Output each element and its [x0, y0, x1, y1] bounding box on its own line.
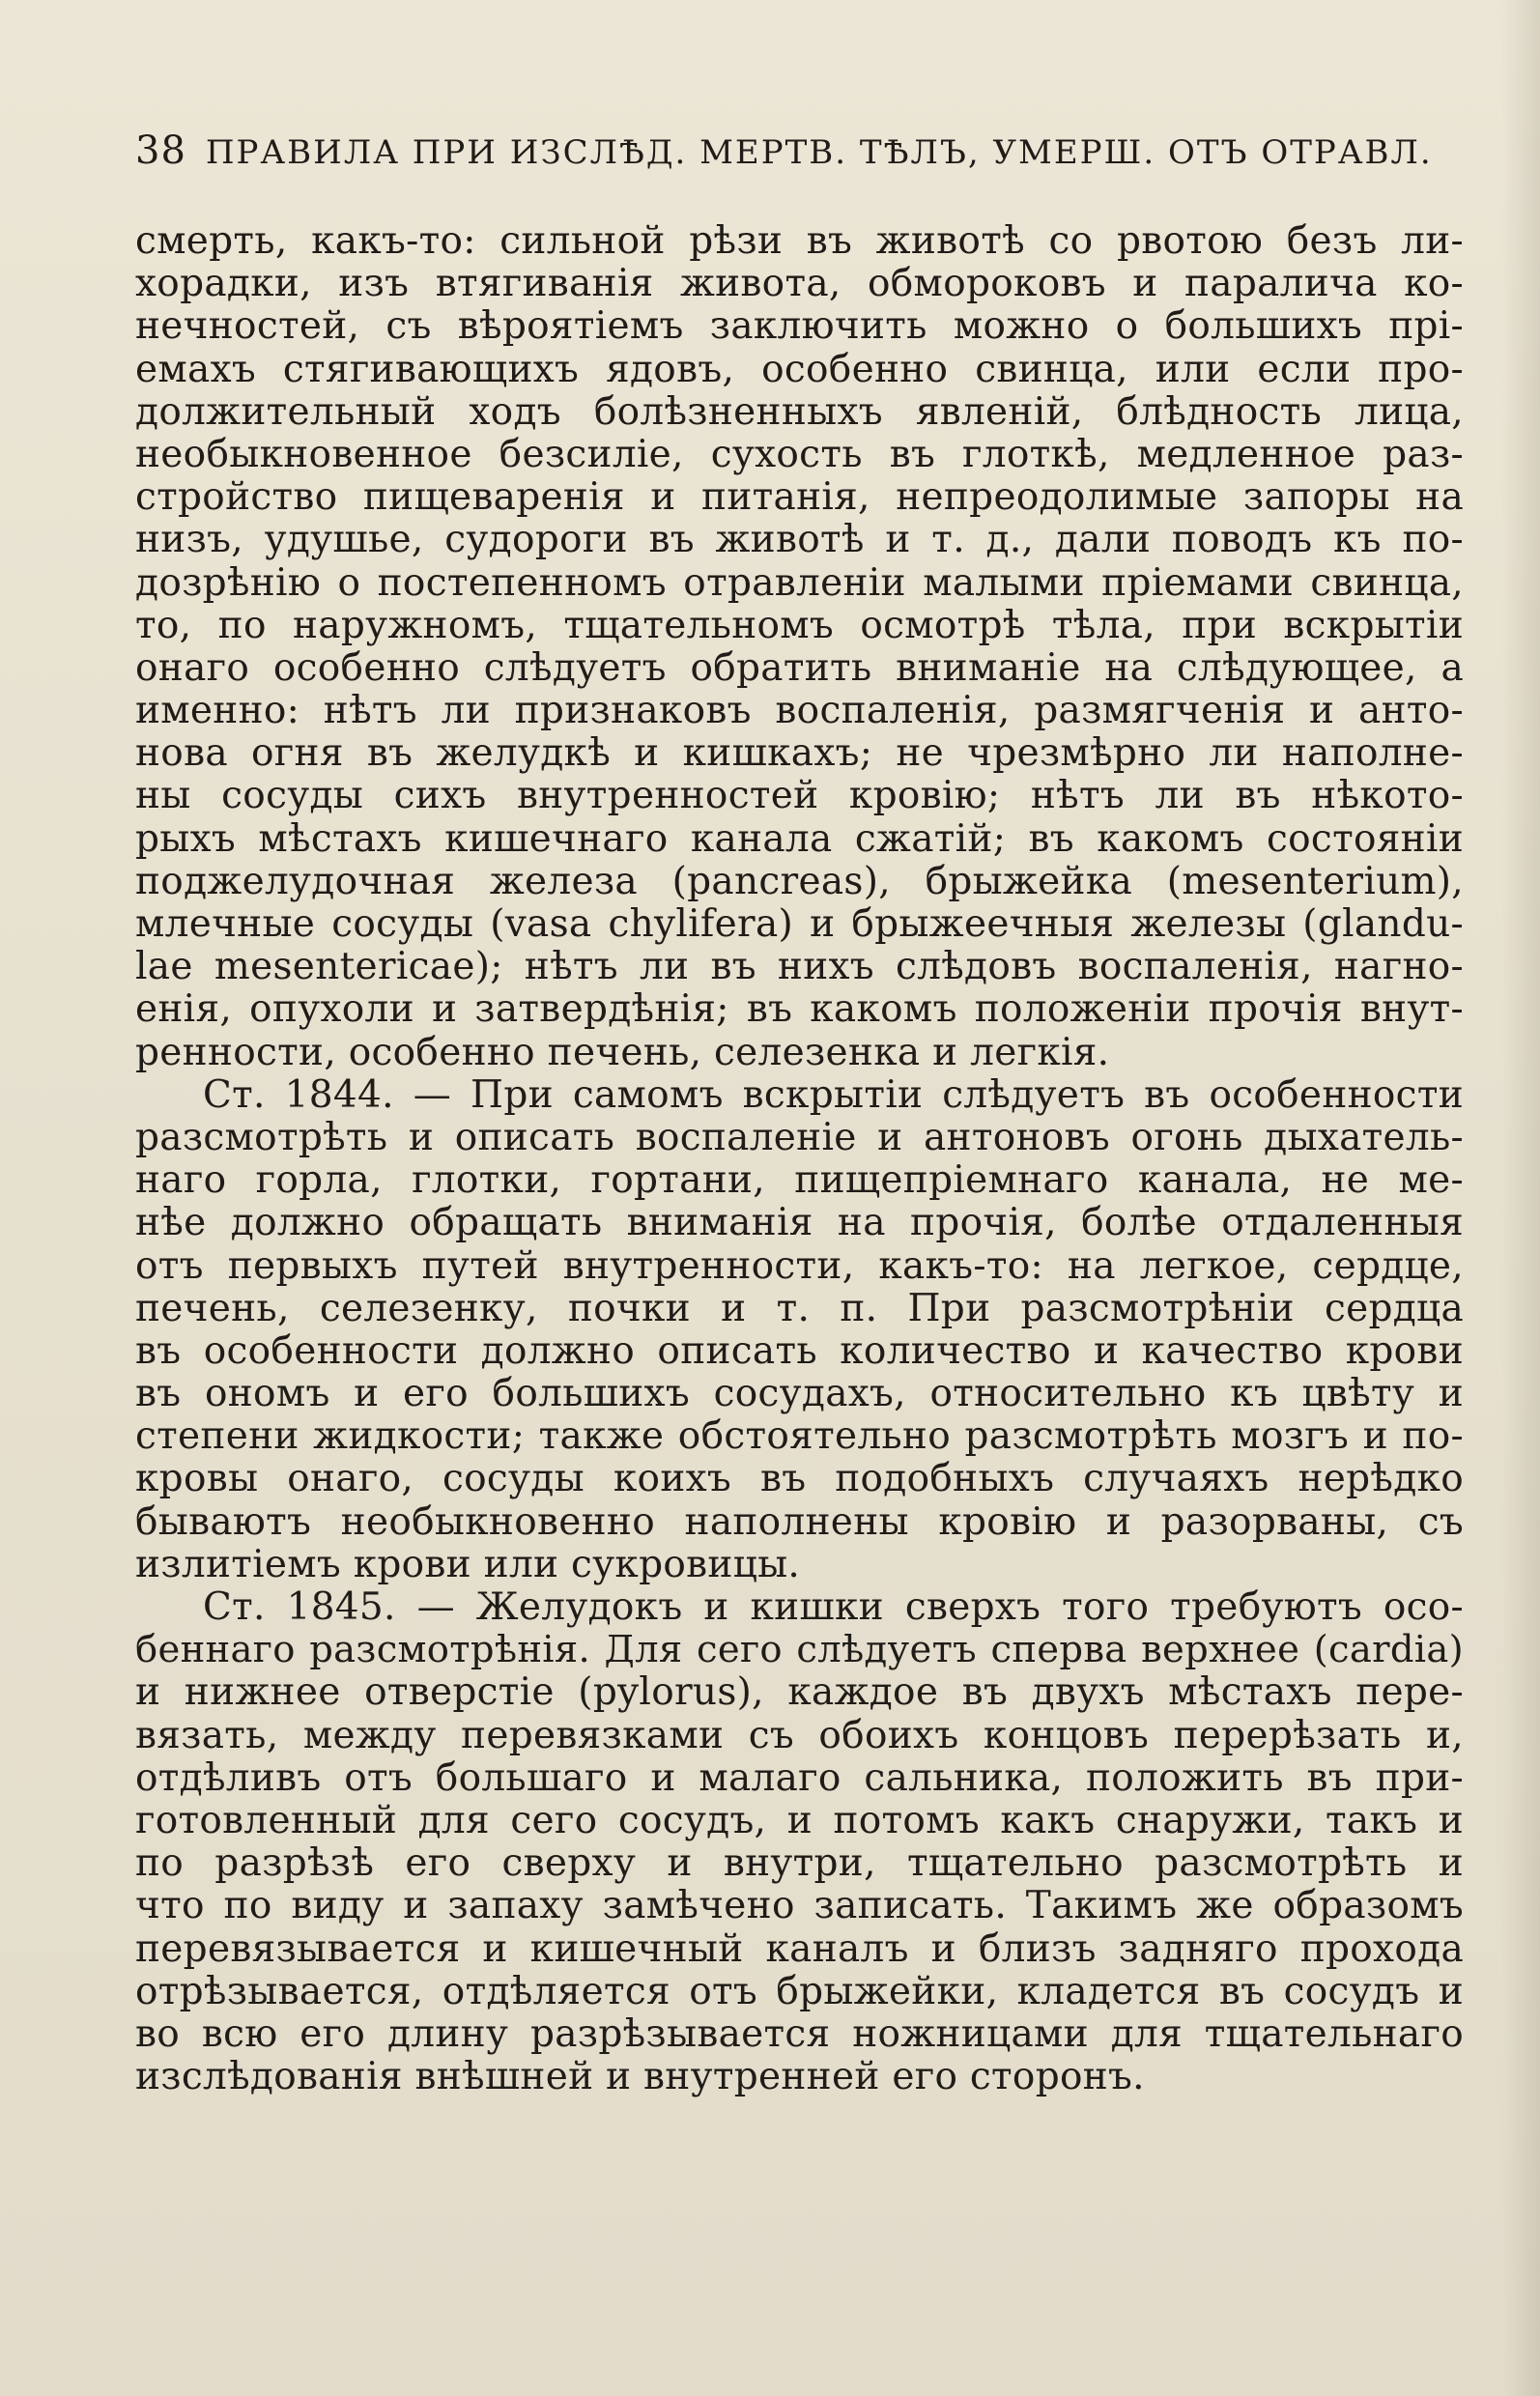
- text-line: степени жидкости; также обстоятельно разсмотрѣть мозгъ и по-: [135, 1414, 1464, 1459]
- text-line: онаго особенно слѣдуетъ обратить вниманіе на слѣдующее, а: [135, 645, 1464, 690]
- text-line: что по виду и запаху замѣчено записать. Такимъ же образомъ: [135, 1884, 1464, 1928]
- text-line: Ст. 1844. — При самомъ вскрытіи слѣдуетъ въ особенности: [203, 1072, 1464, 1117]
- text-line: именно: нѣтъ ли признаковъ воспаленія, размягченія и анто-: [135, 689, 1464, 733]
- text-line: необыкновенное безсиліе, сухость въ глоткѣ, медленное раз-: [135, 432, 1464, 476]
- text-line: стройство пищеваренія и питанія, непреодолимые запоры на: [135, 475, 1464, 520]
- text-line: рыхъ мѣстахъ кишечнаго канала сжатій; въ какомъ состояніи: [135, 816, 1464, 861]
- paragraph-article-1844: [135, 1074, 1464, 1586]
- text-line: ренности, особенно печень, селезенка и легкія.: [135, 1030, 1110, 1074]
- text-line: изслѣдованія внѣшней и внутренней его сторонъ.: [135, 2055, 1145, 2099]
- paragraph-article-1845: [135, 1586, 1464, 2098]
- text-line: нечностей, съ вѣроятіемъ заключить можно о большихъ прі-: [135, 304, 1464, 349]
- text-line: низъ, удушье, судороги въ животѣ и т. д., дали поводъ къ по-: [135, 518, 1464, 562]
- text-line: то, по наружномъ, тщательномъ осмотрѣ тѣла, при вскрытіи: [135, 603, 1464, 647]
- text-line: отдѣливъ отъ большаго и малаго сальника, положить въ при-: [135, 1755, 1464, 1800]
- paragraph-1: [135, 220, 1464, 1074]
- text-line: вязать, между перевязками съ обоихъ концовъ перерѣзать и,: [135, 1713, 1464, 1757]
- text-line: хорадки, изъ втягиванія живота, обмороковъ и паралича ко-: [135, 262, 1464, 306]
- text-line: смерть, какъ-то: сильной рѣзи въ животѣ со рвотою безъ ли-: [135, 219, 1464, 263]
- text-line: млечные сосуды (vasa chylifera) и брыжеечныя железы (glandu-: [135, 902, 1464, 946]
- text-line: отрѣзывается, отдѣляется отъ брыжейки, кладется въ сосудъ и: [135, 1969, 1464, 2013]
- text-line: емахъ стягивающихъ ядовъ, особенно свинца, или если про-: [135, 347, 1464, 391]
- text-line: дозрѣнію о постепенномъ отравленіи малыми пріемами свинца,: [135, 560, 1464, 605]
- running-head-title: ПРАВИЛА ПРИ ИЗСЛѢД. МЕРТВ. ТѢЛЪ, УМЕРШ. ОТЪ ОТРАВЛ.: [205, 133, 1433, 172]
- text-line: поджелудочная железа (pancreas), брыжейка (mesenterium),: [135, 859, 1464, 903]
- text-line: отъ первыхъ путей внутренности, какъ-то: на легкое, сердце,: [135, 1243, 1464, 1288]
- text-line: нова огня въ желудкѣ и кишкахъ; не чрезмѣрно ли наполне-: [135, 731, 1464, 776]
- text-line: беннаго разсмотрѣнія. Для сего слѣдуетъ сперва верхнее (cardia): [135, 1628, 1464, 1672]
- text-line: lae mesentericae); нѣтъ ли въ нихъ слѣдовъ воспаленія, нагно-: [135, 945, 1464, 989]
- page-edge-shadow: [1501, 0, 1540, 2396]
- text-line: во всю его длину разрѣзывается ножницами для тщательнаго: [135, 2011, 1464, 2056]
- text-line: енія, опухоли и затвердѣнія; въ какомъ положеніи прочія внут-: [135, 987, 1464, 1032]
- text-line: бываютъ необыкновенно наполнены кровію и разорваны, съ: [135, 1499, 1464, 1544]
- text-line: нѣе должно обращать вниманія на прочія, болѣе отдаленныя: [135, 1201, 1464, 1245]
- text-line: въ ономъ и его большихъ сосудахъ, относительно къ цвѣту и: [135, 1372, 1464, 1416]
- text-line: въ особенности должно описать количество и качество крови: [135, 1328, 1464, 1373]
- running-head: [135, 128, 1433, 186]
- page-number: 38: [135, 128, 186, 173]
- text-line: печень, селезенку, почки и т. п. При разсмотрѣніи сердца: [135, 1286, 1464, 1330]
- text-line: и нижнее отверстіе (pylorus), каждое въ двухъ мѣстахъ пере-: [135, 1670, 1464, 1715]
- text-line: должительный ходъ болѣзненныхъ явленій, блѣдность лица,: [135, 389, 1464, 434]
- body-text: [135, 220, 1464, 2098]
- text-line: наго горла, глотки, гортани, пищепріемнаго канала, не ме-: [135, 1158, 1464, 1203]
- text-line: ны сосуды сихъ внутренностей кровію; нѣтъ ли въ нѣкото-: [135, 774, 1464, 818]
- text-line: по разрѣзѣ его сверху и внутри, тщательно разсмотрѣть и: [135, 1841, 1464, 1886]
- text-line: перевязывается и кишечный каналъ и близъ задняго прохода: [135, 1926, 1464, 1971]
- text-line: излитіемъ крови или сукровицы.: [135, 1542, 801, 1586]
- text-line: кровы онаго, сосуды коихъ въ подобныхъ случаяхъ нерѣдко: [135, 1457, 1464, 1501]
- text-line: готовленный для сего сосудъ, и потомъ какъ снаружи, такъ и: [135, 1798, 1464, 1842]
- text-line: Ст. 1845. — Желудокъ и кишки сверхъ того требуютъ осо-: [203, 1585, 1464, 1629]
- text-line: разсмотрѣть и описать воспаленіе и антоновъ огонь дыхатель-: [135, 1115, 1464, 1159]
